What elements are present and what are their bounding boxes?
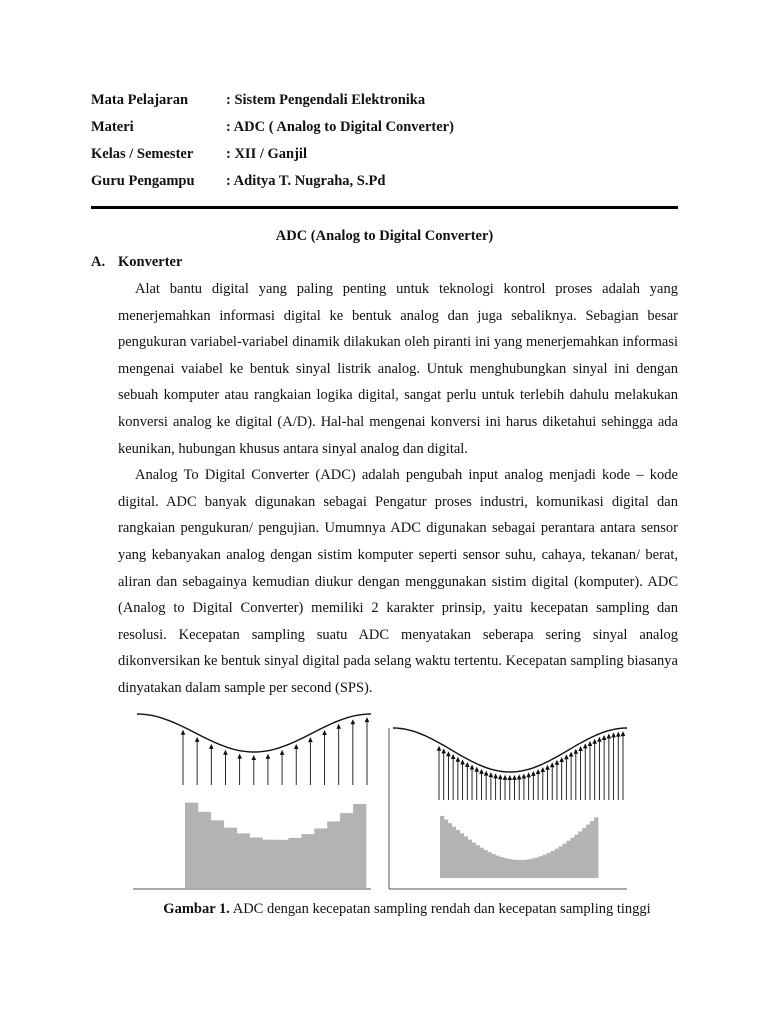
digital-level-bar: [353, 804, 366, 888]
section-number: A.: [91, 254, 106, 270]
sample-arrowhead: [465, 762, 470, 767]
sample-arrowhead: [460, 759, 465, 764]
digital-level-bar: [539, 856, 543, 878]
header-value: : XII / Ganjil: [226, 146, 307, 162]
sample-arrowhead: [592, 739, 597, 744]
sample-arrowhead: [470, 765, 475, 770]
digital-level-bar: [527, 859, 531, 878]
digital-level-bar: [543, 855, 547, 878]
analog-signal-curve: [137, 714, 371, 752]
sample-arrowhead: [322, 730, 327, 735]
sample-arrowhead: [181, 730, 186, 735]
digital-level-bar: [327, 821, 340, 888]
caption-label: Gambar 1.: [163, 901, 230, 917]
digital-level-bar: [551, 851, 555, 878]
sample-arrowhead: [441, 748, 446, 753]
sample-arrowhead: [280, 750, 285, 755]
sample-arrowhead: [251, 755, 256, 760]
header-label: Materi: [91, 119, 134, 135]
header-row-subject: [91, 92, 691, 119]
sample-arrowhead: [526, 772, 531, 777]
digital-level-bar: [578, 831, 582, 878]
digital-level-bar: [263, 840, 276, 888]
sample-arrowhead: [545, 765, 550, 770]
header-divider: [91, 206, 678, 209]
header-row-material: [91, 119, 691, 146]
digital-level-bar: [464, 837, 468, 879]
header-value: : ADC ( Analog to Digital Converter): [226, 119, 454, 135]
digital-level-bar: [570, 838, 574, 878]
digital-level-bar: [559, 846, 563, 878]
digital-level-bar: [452, 827, 456, 878]
header-value: : Aditya T. Nugraha, S.Pd: [226, 173, 386, 189]
section-body: [118, 276, 678, 702]
digital-level-bar: [476, 845, 480, 878]
sample-arrowhead: [621, 731, 626, 736]
digital-level-bar: [503, 858, 507, 878]
sample-arrowhead: [611, 732, 616, 737]
sample-arrowhead: [555, 760, 560, 765]
sample-arrowhead: [456, 757, 461, 762]
section-title: Konverter: [118, 254, 183, 270]
sample-arrowhead: [484, 771, 489, 776]
digital-level-bar: [250, 838, 263, 889]
sample-arrowhead: [195, 737, 200, 742]
digital-level-bar: [276, 840, 289, 888]
digital-level-bar: [456, 830, 460, 878]
sample-arrowhead: [607, 734, 612, 739]
sample-arrowhead: [498, 774, 503, 779]
digital-level-bar: [499, 857, 503, 878]
section-heading: [91, 254, 182, 271]
digital-level-bar: [288, 838, 301, 888]
digital-level-bar: [483, 850, 487, 878]
digital-level-bar: [507, 859, 511, 878]
sample-arrowhead: [550, 762, 555, 767]
digital-level-bar: [562, 844, 566, 878]
sample-arrowhead: [294, 744, 299, 749]
sample-arrowhead: [474, 767, 479, 772]
digital-level-bar: [531, 859, 535, 879]
sample-arrowhead: [597, 737, 602, 742]
paragraph: Alat bantu digital yang paling penting untuk teknologi kontrol proses adalah yang menerjemahkan informasi digital ke bentuk analog dan juga sebaliknya. Sebagian besar pengukuran variabel-variabel dinamik dilakukan oleh piranti ini yang menerjemahkan informasi mengenai vaiabel ke bentuk sinyal listrik analog. Untuk menghubungkan sinyal ini dengan sebuah komputer atau rangkaian logika digital, sangat perlu untuk terlebih dahulu melakukan konversi analog ke digital (A/D). Hal-hal mengenai konversi ini harus diketahui sehingga ada keunikan, hubungan khusus antara sinyal analog dan digital.: [118, 281, 678, 457]
sample-arrowhead: [336, 724, 341, 729]
sample-arrowhead: [351, 719, 356, 724]
digital-level-bar: [491, 854, 495, 878]
digital-level-bar: [555, 849, 559, 878]
figure-sampling: [133, 708, 630, 893]
digital-level-bar: [515, 860, 519, 878]
sample-arrowhead: [517, 774, 522, 779]
digital-level-bar: [590, 821, 594, 878]
digital-level-bar: [340, 813, 353, 888]
digital-level-bar: [211, 820, 224, 888]
panel-low-sampling: [133, 714, 371, 889]
sample-arrowhead: [365, 717, 370, 722]
digital-level-bar: [301, 834, 314, 888]
digital-level-bar: [586, 825, 590, 878]
sample-arrowhead: [588, 741, 593, 746]
analog-signal-curve: [393, 728, 627, 772]
header-value: : Sistem Pengendali Elektronika: [226, 92, 426, 108]
digital-level-bar: [594, 817, 598, 878]
digital-level-bar: [224, 828, 237, 888]
header-row-class: [91, 146, 691, 173]
digital-level-bar: [547, 853, 551, 878]
digital-level-bar: [495, 856, 499, 878]
sample-arrowhead: [437, 746, 442, 751]
digital-level-bar: [523, 860, 527, 878]
paragraph: Analog To Digital Converter (ADC) adalah pengubah input analog menjadi kode – kode digital. ADC banyak digunakan sebagai Pengatur proses industri, komunikasi digital dan rangkaian pengukuran/ pengujian. Umumnya ADC digunakan sebagai perantara antara sensor yang kebanyakan analog dengan sistim komputer seperti sensor suhu, cahaya, tekanan/ berat, aliran dan sebagainya kemudian diukur dengan menggunakan sistim digital (komputer). ADC (Analog to Digital Converter) memiliki 2 karakter prinsip, yaitu kecepatan sampling dan resolusi. Kecepatan sampling suatu ADC menyatakan seberapa sering sinyal analog dikonversikan ke bentuk sinyal digital pada selang waktu tertentu. Kecepatan sampling biasanya dinyatakan dalam sample per second (SPS).: [118, 467, 678, 696]
digital-level-bar: [472, 843, 476, 879]
digital-level-bar: [582, 828, 586, 878]
digital-level-bar: [511, 860, 515, 878]
sample-arrowhead: [507, 775, 512, 780]
digital-level-bar: [574, 835, 578, 878]
sample-arrowhead: [479, 769, 484, 774]
digital-level-bar: [237, 833, 250, 888]
sample-arrowhead: [512, 775, 517, 780]
sample-arrowhead: [223, 750, 228, 755]
header-label: Guru Pengampu: [91, 173, 195, 189]
digital-level-bar: [566, 841, 570, 878]
digital-level-bar: [519, 860, 523, 878]
sample-arrowhead: [574, 749, 579, 754]
sample-arrowhead: [503, 775, 508, 780]
header-label: Kelas / Semester: [91, 146, 194, 162]
header-row-teacher: [91, 173, 691, 200]
digital-level-bar: [185, 803, 198, 888]
digital-level-bar: [444, 820, 448, 879]
sample-arrowhead: [237, 754, 242, 759]
sample-arrowhead: [489, 772, 494, 777]
digital-level-bar: [448, 823, 452, 878]
header-info: [91, 92, 691, 200]
sample-arrowhead: [266, 754, 271, 759]
sample-arrowhead: [522, 773, 527, 778]
sample-arrowhead: [209, 744, 214, 749]
sample-arrowhead: [531, 771, 536, 776]
header-label: Mata Pelajaran: [91, 92, 189, 108]
digital-level-bar: [314, 829, 327, 889]
digital-level-bar: [480, 848, 484, 878]
sample-arrowhead: [540, 767, 545, 772]
sample-arrowhead: [536, 769, 541, 774]
sample-arrowhead: [446, 751, 451, 756]
digital-level-bar: [487, 852, 491, 878]
digital-level-bar: [440, 816, 444, 878]
digital-level-bar: [460, 833, 464, 878]
sample-arrowhead: [578, 746, 583, 751]
document-title: ADC (Analog to Digital Converter): [275, 228, 494, 244]
sample-arrowhead: [564, 754, 569, 759]
sample-arrowhead: [569, 751, 574, 756]
sample-arrowhead: [616, 732, 621, 737]
sample-arrowhead: [451, 754, 456, 759]
caption-text: ADC dengan kecepatan sampling rendah dan kecepatan sampling tinggi: [229, 901, 651, 917]
sample-arrowhead: [308, 737, 313, 742]
digital-level-bar: [198, 812, 211, 888]
sample-arrowhead: [602, 735, 607, 740]
sample-arrowhead: [559, 757, 564, 762]
sample-arrowhead: [493, 773, 498, 778]
sampling-illustration: [133, 708, 630, 893]
panel-high-sampling: [389, 728, 627, 889]
figure-caption: [91, 901, 723, 918]
digital-level-bar: [468, 840, 472, 878]
sample-arrowhead: [583, 743, 588, 748]
digital-level-bar: [535, 858, 539, 879]
